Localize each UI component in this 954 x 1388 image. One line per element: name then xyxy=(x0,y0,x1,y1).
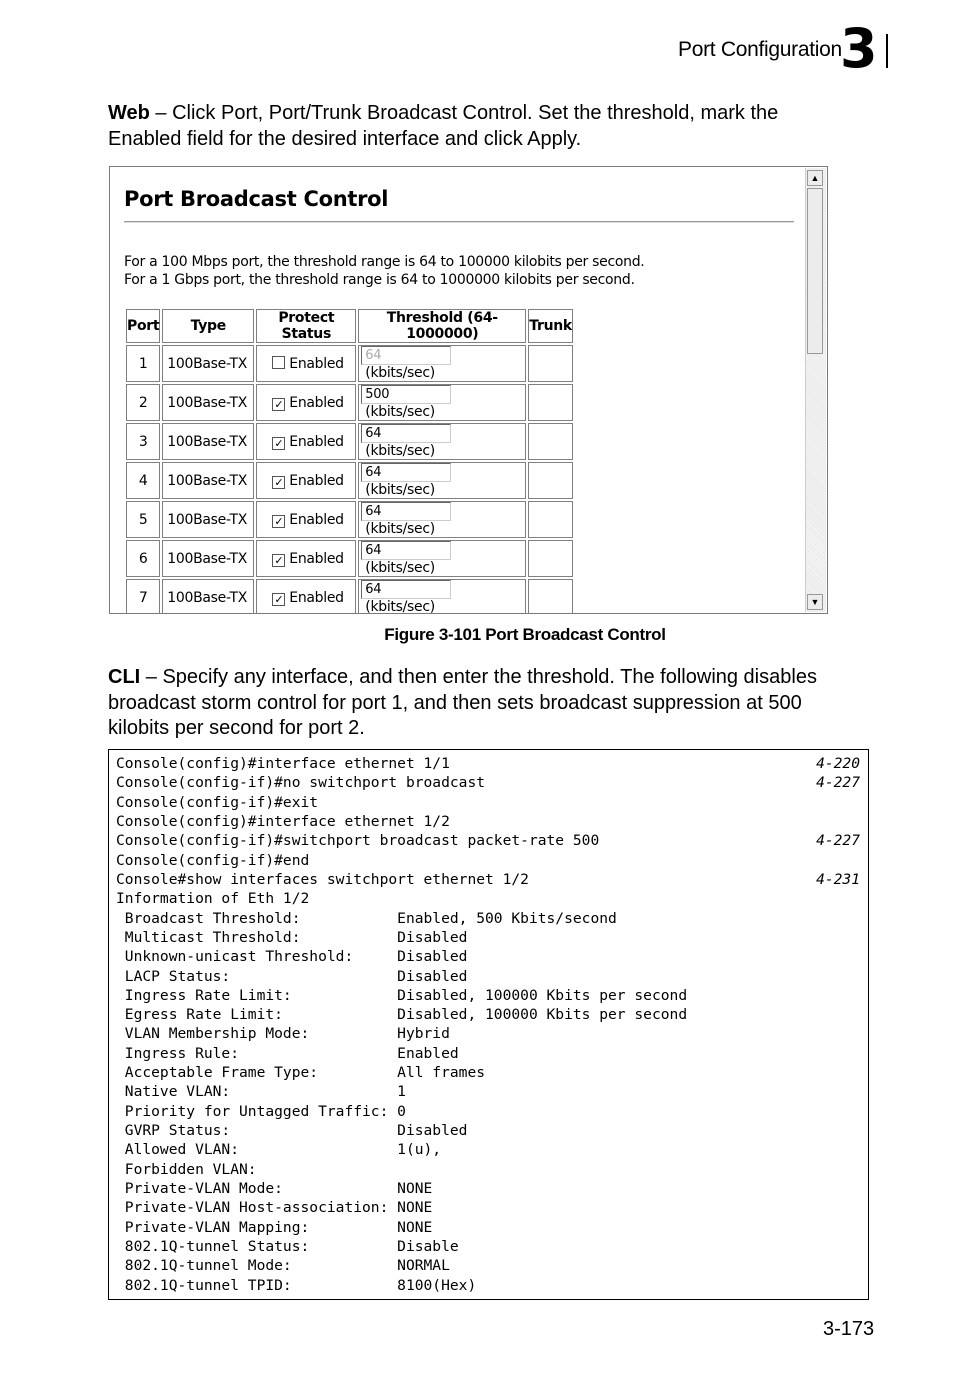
scroll-up-arrow-icon[interactable]: ▲ xyxy=(807,170,823,186)
threshold-input[interactable]: 64 xyxy=(361,424,451,443)
header-type: Type xyxy=(162,309,254,343)
section-title: Port Configuration xyxy=(678,38,842,61)
range-note-100m: For a 100 Mbps port, the threshold range is 64 to 100000 kilobits per second. xyxy=(124,254,645,270)
port-type: 100Base-TX xyxy=(162,540,254,577)
port-row xyxy=(126,540,573,577)
port-type: 100Base-TX xyxy=(162,579,254,614)
port-number: 6 xyxy=(126,540,160,577)
panel-divider xyxy=(124,221,794,223)
threshold-unit: (kbits/sec) xyxy=(365,482,435,498)
header-threshold: Threshold (64-1000000) xyxy=(358,309,526,343)
threshold-input[interactable]: 64 xyxy=(361,463,451,482)
code-line: Console(config-if)#no switchport broadcast xyxy=(116,774,486,792)
range-note-1g: For a 1 Gbps port, the threshold range is 64 to 1000000 kilobits per second. xyxy=(124,272,635,288)
command-reference: 4-227 xyxy=(816,832,860,850)
code-line: Console(config-if)#end xyxy=(116,851,310,869)
port-number: 2 xyxy=(126,384,160,421)
protect-status-cell xyxy=(256,462,356,499)
header-port: Port xyxy=(126,309,160,343)
cli-lead: CLI xyxy=(108,666,141,688)
chapter-number: 3 xyxy=(840,17,878,80)
code-line: Console(config)#interface ethernet 1/2 xyxy=(116,812,450,830)
code-line: 802.1Q-tunnel Status: Disable xyxy=(116,1238,459,1255)
threshold-input[interactable]: 500 xyxy=(361,385,451,404)
cli-text: – Specify any interface, and then enter the threshold. The following disables broadcast storm control for port 1, and then sets broadcast suppression at 500 kilobits per second for port 2. xyxy=(108,666,817,739)
threshold-cell xyxy=(358,384,526,421)
enabled-checkbox[interactable]: ✓ xyxy=(272,593,285,606)
code-line: Private-VLAN Mapping: NONE xyxy=(116,1218,433,1236)
threshold-cell xyxy=(358,345,526,382)
threshold-input[interactable]: 64 xyxy=(361,502,451,521)
figure-caption-text: Figure 3-101 Port Broadcast Control xyxy=(384,625,666,644)
port-row xyxy=(126,462,573,499)
web-screenshot xyxy=(109,166,828,614)
threshold-input[interactable]: 64 xyxy=(361,541,451,560)
enabled-label: Enabled xyxy=(289,394,344,411)
port-row xyxy=(126,501,573,538)
enabled-checkbox[interactable]: ✓ xyxy=(272,515,285,528)
enabled-label: Enabled xyxy=(289,355,344,372)
threshold-unit: (kbits/sec) xyxy=(365,560,435,576)
web-text: – Click Port, Port/Trunk Broadcast Control. Set the threshold, mark the Enabled field for the desired interface and click Apply. xyxy=(108,102,779,150)
threshold-cell xyxy=(358,423,526,460)
trunk-cell xyxy=(528,579,573,614)
enabled-label: Enabled xyxy=(289,550,344,567)
code-line: Private-VLAN Host-association: NONE xyxy=(116,1199,433,1217)
code-line: Ingress Rate Limit: Disabled, 100000 Kbits per second xyxy=(116,986,688,1004)
threshold-input[interactable]: 64 xyxy=(361,580,451,599)
code-line: Priority for Untagged Traffic: 0 xyxy=(116,1102,406,1120)
code-line: Forbidden VLAN: xyxy=(116,1160,257,1178)
enabled-label: Enabled xyxy=(289,472,344,489)
code-line: Console(config-if)#exit xyxy=(116,793,319,811)
port-row xyxy=(126,345,573,382)
threshold-unit: (kbits/sec) xyxy=(365,443,435,459)
trunk-cell xyxy=(528,501,573,538)
port-type: 100Base-TX xyxy=(162,423,254,460)
page-number: 3-173 xyxy=(823,1318,875,1340)
enabled-checkbox[interactable]: ✓ xyxy=(272,554,285,567)
header-trunk: Trunk xyxy=(528,309,573,343)
port-number: 3 xyxy=(126,423,160,460)
enabled-label: Enabled xyxy=(289,511,344,528)
threshold-unit: (kbits/sec) xyxy=(365,365,435,381)
enabled-label: Enabled xyxy=(289,433,344,450)
port-number: 7 xyxy=(126,579,160,614)
code-line: Egress Rate Limit: Disabled, 100000 Kbits per second xyxy=(116,1006,688,1024)
enabled-label: Enabled xyxy=(289,589,344,606)
code-line: Broadcast Threshold: Enabled, 500 Kbits/second xyxy=(116,909,617,927)
web-paragraph xyxy=(108,101,848,152)
enabled-checkbox[interactable] xyxy=(272,356,285,369)
trunk-cell xyxy=(528,423,573,460)
web-lead: Web xyxy=(108,102,150,124)
threshold-cell xyxy=(358,501,526,538)
code-line: Unknown-unicast Threshold: Disabled xyxy=(116,948,468,966)
protect-status-cell xyxy=(256,384,356,421)
command-reference: 4-231 xyxy=(816,870,860,888)
code-line: 802.1Q-tunnel Mode: NORMAL xyxy=(116,1257,450,1275)
trunk-cell xyxy=(528,462,573,499)
code-line: Allowed VLAN: 1(u), xyxy=(116,1141,442,1159)
threshold-unit: (kbits/sec) xyxy=(365,404,435,420)
protect-status-cell xyxy=(256,423,356,460)
port-type: 100Base-TX xyxy=(162,345,254,382)
enabled-checkbox[interactable]: ✓ xyxy=(272,437,285,450)
port-type: 100Base-TX xyxy=(162,501,254,538)
header-protect-status: Protect Status xyxy=(256,309,356,343)
code-line: Console(config-if)#switchport broadcast packet-rate 500 xyxy=(116,832,600,850)
code-line: Information of Eth 1/2 xyxy=(116,890,310,908)
port-table xyxy=(124,307,575,614)
trunk-cell xyxy=(528,384,573,421)
protect-status-cell xyxy=(256,501,356,538)
code-line: Console(config)#interface ethernet 1/1 xyxy=(116,755,450,772)
threshold-cell xyxy=(358,462,526,499)
scrollbar-thumb[interactable] xyxy=(807,188,823,354)
cli-paragraph xyxy=(108,665,848,742)
vertical-scrollbar[interactable] xyxy=(805,168,826,612)
trunk-cell xyxy=(528,345,573,382)
port-number: 5 xyxy=(126,501,160,538)
code-line: Native VLAN: 1 xyxy=(116,1083,406,1101)
code-line: GVRP Status: Disabled xyxy=(116,1122,468,1140)
port-row xyxy=(126,384,573,421)
port-type: 100Base-TX xyxy=(162,462,254,499)
protect-status-cell xyxy=(256,540,356,577)
code-line: 802.1Q-tunnel TPID: 8100(Hex) xyxy=(116,1276,477,1294)
scroll-down-arrow-icon[interactable]: ▼ xyxy=(807,594,823,610)
command-reference: 4-227 xyxy=(816,774,860,792)
cli-code-block xyxy=(108,749,869,1300)
protect-status-cell xyxy=(256,345,356,382)
threshold-input[interactable]: 64 xyxy=(361,346,451,365)
port-type: 100Base-TX xyxy=(162,384,254,421)
port-number: 4 xyxy=(126,462,160,499)
code-line: Multicast Threshold: Disabled xyxy=(116,928,468,946)
port-row xyxy=(126,579,573,614)
code-line: LACP Status: Disabled xyxy=(116,967,468,985)
command-reference: 4-220 xyxy=(816,755,860,772)
port-number: 1 xyxy=(126,345,160,382)
threshold-cell xyxy=(358,540,526,577)
figure-caption xyxy=(0,625,954,645)
threshold-unit: (kbits/sec) xyxy=(365,599,435,614)
code-line: Console#show interfaces switchport ethernet 1/2 xyxy=(116,870,529,888)
chapter-divider xyxy=(886,34,888,68)
panel-title: Port Broadcast Control xyxy=(124,187,389,211)
enabled-checkbox[interactable]: ✓ xyxy=(272,398,285,411)
code-line: Acceptable Frame Type: All frames xyxy=(116,1064,486,1082)
code-line: Ingress Rule: Enabled xyxy=(116,1044,459,1062)
code-line: Private-VLAN Mode: NONE xyxy=(116,1180,433,1198)
port-row xyxy=(126,423,573,460)
trunk-cell xyxy=(528,540,573,577)
threshold-cell xyxy=(358,579,526,614)
threshold-unit: (kbits/sec) xyxy=(365,521,435,537)
enabled-checkbox[interactable]: ✓ xyxy=(272,476,285,489)
code-line: VLAN Membership Mode: Hybrid xyxy=(116,1025,450,1043)
protect-status-cell xyxy=(256,579,356,614)
